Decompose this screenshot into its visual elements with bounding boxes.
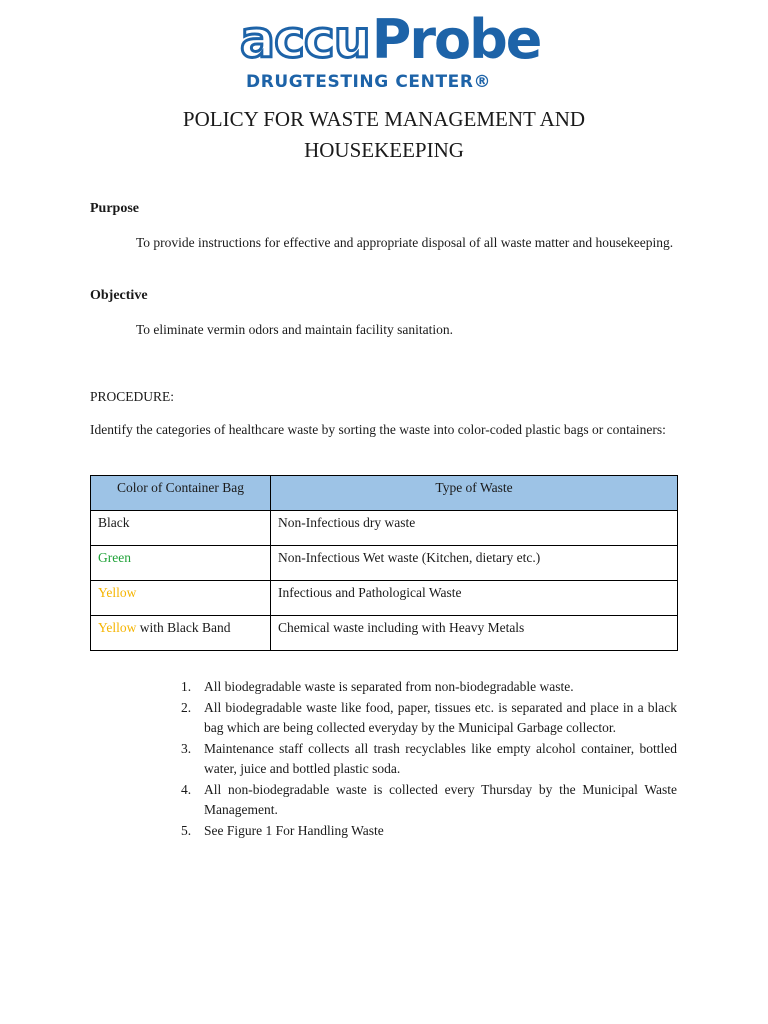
list-item bbox=[176, 821, 677, 842]
color-label-extra: with Black Band bbox=[136, 620, 231, 635]
list-number: 4. bbox=[181, 781, 192, 797]
table-header-color: Color of Container Bag bbox=[91, 476, 271, 511]
objective-heading: Objective bbox=[90, 288, 148, 303]
procedure-heading-colon: : bbox=[170, 389, 175, 404]
list-number: 2. bbox=[181, 699, 192, 715]
list-text: All biodegradable waste like food, paper, tissues etc. is separated and place in a black bag which are being collected everyday by the Municipal Garbage collector. bbox=[204, 699, 677, 735]
document-title bbox=[100, 104, 668, 166]
title-line-2: HOUSEKEEPING bbox=[304, 138, 464, 162]
procedure-intro: Identify the categories of healthcare waste by sorting the waste into color-coded plastic bags or containers: bbox=[90, 422, 666, 437]
procedure-list bbox=[176, 677, 677, 841]
list-item bbox=[176, 677, 677, 698]
list-item bbox=[176, 698, 677, 739]
logo-tagline: DRUGTESTING CENTER® bbox=[246, 72, 492, 92]
list-item bbox=[176, 780, 677, 821]
table-row bbox=[91, 616, 678, 651]
type-cell: Chemical waste including with Heavy Metals bbox=[271, 616, 678, 651]
logo-accu-text: accu bbox=[240, 10, 370, 70]
list-text: All biodegradable waste is separated from non-biodegradable waste. bbox=[204, 679, 574, 694]
list-number: 1. bbox=[181, 679, 192, 694]
color-cell bbox=[91, 581, 271, 616]
accuprobe-logo bbox=[240, 8, 540, 92]
objective-text: To eliminate vermin odors and maintain facility sanitation. bbox=[136, 322, 453, 337]
color-label: Green bbox=[98, 550, 131, 565]
color-cell bbox=[91, 511, 271, 546]
procedure-heading-line bbox=[90, 386, 677, 407]
type-cell: Non-Infectious dry waste bbox=[271, 511, 678, 546]
table-header-row bbox=[91, 476, 678, 511]
procedure-heading: PROCEDURE bbox=[90, 389, 171, 404]
list-number: 3. bbox=[181, 740, 192, 756]
list-text: All non-biodegradable waste is collected every Thursday by the Municipal Waste Management. bbox=[204, 781, 677, 817]
table-header-type: Type of Waste bbox=[271, 476, 678, 511]
color-cell bbox=[91, 546, 271, 581]
color-label: Yellow bbox=[98, 620, 137, 635]
logo-probe-text: Probe bbox=[371, 8, 541, 71]
waste-color-table bbox=[90, 475, 678, 651]
title-line-1: POLICY FOR WASTE MANAGEMENT AND bbox=[182, 107, 586, 131]
list-text: Maintenance staff collects all trash recyclables like empty alcohol container, bottled water, juice and bottled plastic soda. bbox=[204, 740, 677, 776]
purpose-text: To provide instructions for effective and appropriate disposal of all waste matter and housekeeping. bbox=[136, 235, 674, 250]
list-text: See Figure 1 For Handling Waste bbox=[204, 822, 384, 838]
table-row bbox=[91, 581, 678, 616]
table-row bbox=[91, 511, 678, 546]
type-cell: Non-Infectious Wet waste (Kitchen, dietary etc.) bbox=[271, 546, 678, 581]
color-cell bbox=[91, 616, 271, 651]
list-number: 5. bbox=[181, 822, 192, 838]
color-label: Yellow bbox=[98, 585, 137, 600]
purpose-heading: Purpose bbox=[90, 201, 139, 216]
table-row bbox=[91, 546, 678, 581]
list-item bbox=[176, 739, 677, 780]
logo-wordmark bbox=[240, 8, 541, 71]
type-cell: Infectious and Pathological Waste bbox=[271, 581, 678, 616]
color-label: Black bbox=[98, 515, 130, 530]
